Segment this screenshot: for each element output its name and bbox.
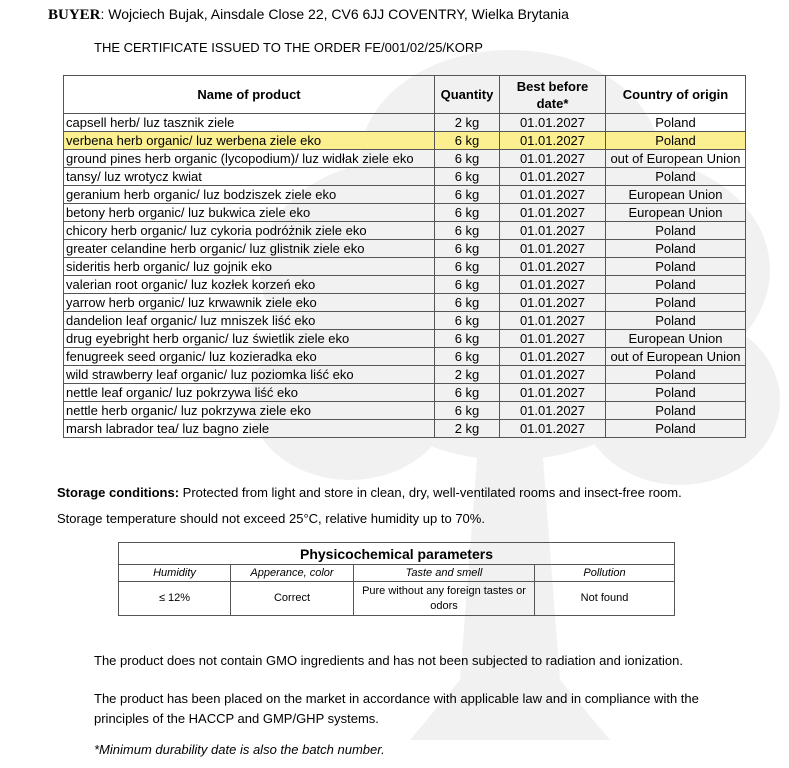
product-name-cell: betony herb organic/ luz bukwica ziele eko	[64, 204, 435, 222]
origin-cell: European Union	[606, 186, 746, 204]
table-row	[64, 114, 746, 132]
quantity-cell: 6 kg	[435, 240, 500, 258]
best-before-cell: 01.01.2027	[500, 384, 606, 402]
header-name: Name of product	[64, 76, 435, 114]
phys-value-taste: Pure without any foreign tastes or odors	[354, 582, 535, 616]
product-name-cell: wild strawberry leaf organic/ luz poziomka liść eko	[64, 366, 435, 384]
table-row	[64, 222, 746, 240]
quantity-cell: 6 kg	[435, 150, 500, 168]
table-row	[64, 330, 746, 348]
best-before-cell: 01.01.2027	[500, 186, 606, 204]
best-before-cell: 01.01.2027	[500, 294, 606, 312]
product-name-cell: verbena herb organic/ luz werbena ziele eko	[64, 132, 435, 150]
origin-cell: out of European Union	[606, 348, 746, 366]
table-row	[64, 276, 746, 294]
phys-header-taste: Taste and smell	[354, 565, 535, 582]
product-name-cell: marsh labrador tea/ luz bagno ziele	[64, 420, 435, 438]
best-before-cell: 01.01.2027	[500, 222, 606, 240]
phys-header-appearance: Apperance, color	[231, 565, 354, 582]
product-name-cell: sideritis herb organic/ luz gojnik eko	[64, 258, 435, 276]
quantity-cell: 6 kg	[435, 348, 500, 366]
haccp-statement: The product has been placed on the market in accordance with applicable law and in compliance with the principles of the HACCP and GMP/GHP systems.	[94, 691, 699, 726]
quantity-cell: 6 kg	[435, 186, 500, 204]
phys-value-appearance: Correct	[231, 582, 354, 616]
quantity-cell: 6 kg	[435, 384, 500, 402]
header-quantity: Quantity	[435, 76, 500, 114]
table-row	[64, 258, 746, 276]
quantity-cell: 6 kg	[435, 132, 500, 150]
product-name-cell: tansy/ luz wrotycz kwiat	[64, 168, 435, 186]
best-before-cell: 01.01.2027	[500, 312, 606, 330]
best-before-cell: 01.01.2027	[500, 114, 606, 132]
table-row	[64, 348, 746, 366]
best-before-cell: 01.01.2027	[500, 204, 606, 222]
product-name-cell: ground pines herb organic (lycopodium)/ luz widłak ziele eko	[64, 150, 435, 168]
quantity-cell: 2 kg	[435, 114, 500, 132]
origin-cell: Poland	[606, 276, 746, 294]
quantity-cell: 6 kg	[435, 276, 500, 294]
origin-cell: Poland	[606, 168, 746, 186]
storage-temperature: Storage temperature should not exceed 25°C, relative humidity up to 70%.	[57, 511, 485, 526]
best-before-cell: 01.01.2027	[500, 330, 606, 348]
products-table-header	[64, 76, 746, 114]
table-row	[64, 402, 746, 420]
phys-value-humidity: ≤ 12%	[119, 582, 231, 616]
product-name-cell: geranium herb organic/ luz bodziszek ziele eko	[64, 186, 435, 204]
table-row	[64, 420, 746, 438]
physicochemical-title: Physicochemical parameters	[119, 543, 675, 565]
product-name-cell: dandelion leaf organic/ luz mniszek liść eko	[64, 312, 435, 330]
quantity-cell: 6 kg	[435, 312, 500, 330]
phys-value-pollution: Not found	[535, 582, 675, 616]
storage-label: Storage conditions:	[57, 485, 180, 500]
product-name-cell: yarrow herb organic/ luz krwawnik ziele eko	[64, 294, 435, 312]
origin-cell: Poland	[606, 384, 746, 402]
best-before-cell: 01.01.2027	[500, 420, 606, 438]
table-row	[64, 312, 746, 330]
table-row	[64, 132, 746, 150]
products-table	[63, 75, 746, 438]
physicochemical-table	[118, 542, 675, 616]
origin-cell: Poland	[606, 132, 746, 150]
buyer-address: : Wojciech Bujak, Ainsdale Close 22, CV6 6JJ COVENTRY, Wielka Brytania	[100, 6, 569, 22]
quantity-cell: 2 kg	[435, 420, 500, 438]
origin-cell: Poland	[606, 402, 746, 420]
origin-cell: Poland	[606, 222, 746, 240]
table-row	[64, 168, 746, 186]
origin-cell: Poland	[606, 258, 746, 276]
product-name-cell: nettle leaf organic/ luz pokrzywa liść eko	[64, 384, 435, 402]
origin-cell: European Union	[606, 204, 746, 222]
best-before-cell: 01.01.2027	[500, 258, 606, 276]
best-before-cell: 01.01.2027	[500, 402, 606, 420]
best-before-cell: 01.01.2027	[500, 240, 606, 258]
table-row	[64, 150, 746, 168]
origin-cell: out of European Union	[606, 150, 746, 168]
origin-cell: Poland	[606, 366, 746, 384]
quantity-cell: 6 kg	[435, 222, 500, 240]
table-row	[64, 366, 746, 384]
best-before-cell: 01.01.2027	[500, 276, 606, 294]
product-name-cell: nettle herb organic/ luz pokrzywa ziele eko	[64, 402, 435, 420]
table-row	[64, 384, 746, 402]
storage-conditions	[57, 480, 777, 506]
buyer-label: BUYER	[48, 7, 101, 23]
origin-cell: Poland	[606, 114, 746, 132]
certificate-order-line: THE CERTIFICATE ISSUED TO THE ORDER FE/001/02/25/KORP	[94, 40, 483, 55]
quantity-cell: 2 kg	[435, 366, 500, 384]
table-row	[64, 240, 746, 258]
quantity-cell: 6 kg	[435, 294, 500, 312]
product-name-cell: greater celandine herb organic/ luz glistnik ziele eko	[64, 240, 435, 258]
quantity-cell: 6 kg	[435, 168, 500, 186]
buyer-line	[48, 6, 569, 24]
header-origin: Country of origin	[606, 76, 746, 114]
product-name-cell: fenugreek seed organic/ luz kozieradka eko	[64, 348, 435, 366]
gmo-statement: The product does not contain GMO ingredients and has not been subjected to radiation and ionization.	[94, 653, 683, 668]
best-before-cell: 01.01.2027	[500, 366, 606, 384]
quantity-cell: 6 kg	[435, 204, 500, 222]
product-name-cell: drug eyebright herb organic/ luz świetlik ziele eko	[64, 330, 435, 348]
origin-cell: European Union	[606, 330, 746, 348]
batch-note: *Minimum durability date is also the batch number.	[94, 742, 385, 757]
storage-text: Protected from light and store in clean, dry, well-ventilated rooms and insect-free room.	[179, 485, 682, 500]
origin-cell: Poland	[606, 240, 746, 258]
best-before-cell: 01.01.2027	[500, 150, 606, 168]
origin-cell: Poland	[606, 312, 746, 330]
origin-cell: Poland	[606, 420, 746, 438]
best-before-cell: 01.01.2027	[500, 348, 606, 366]
product-name-cell: capsell herb/ luz tasznik ziele	[64, 114, 435, 132]
quantity-cell: 6 kg	[435, 258, 500, 276]
table-row	[64, 294, 746, 312]
best-before-cell: 01.01.2027	[500, 132, 606, 150]
table-row	[64, 204, 746, 222]
quantity-cell: 6 kg	[435, 402, 500, 420]
best-before-cell: 01.01.2027	[500, 168, 606, 186]
header-best-before: Best before date*	[500, 76, 606, 114]
phys-header-humidity: Humidity	[119, 565, 231, 582]
phys-header-pollution: Pollution	[535, 565, 675, 582]
table-row	[64, 186, 746, 204]
storage-section	[57, 480, 777, 532]
origin-cell: Poland	[606, 294, 746, 312]
product-name-cell: chicory herb organic/ luz cykoria podróżnik ziele eko	[64, 222, 435, 240]
quantity-cell: 6 kg	[435, 330, 500, 348]
product-name-cell: valerian root organic/ luz kozłek korzeń eko	[64, 276, 435, 294]
